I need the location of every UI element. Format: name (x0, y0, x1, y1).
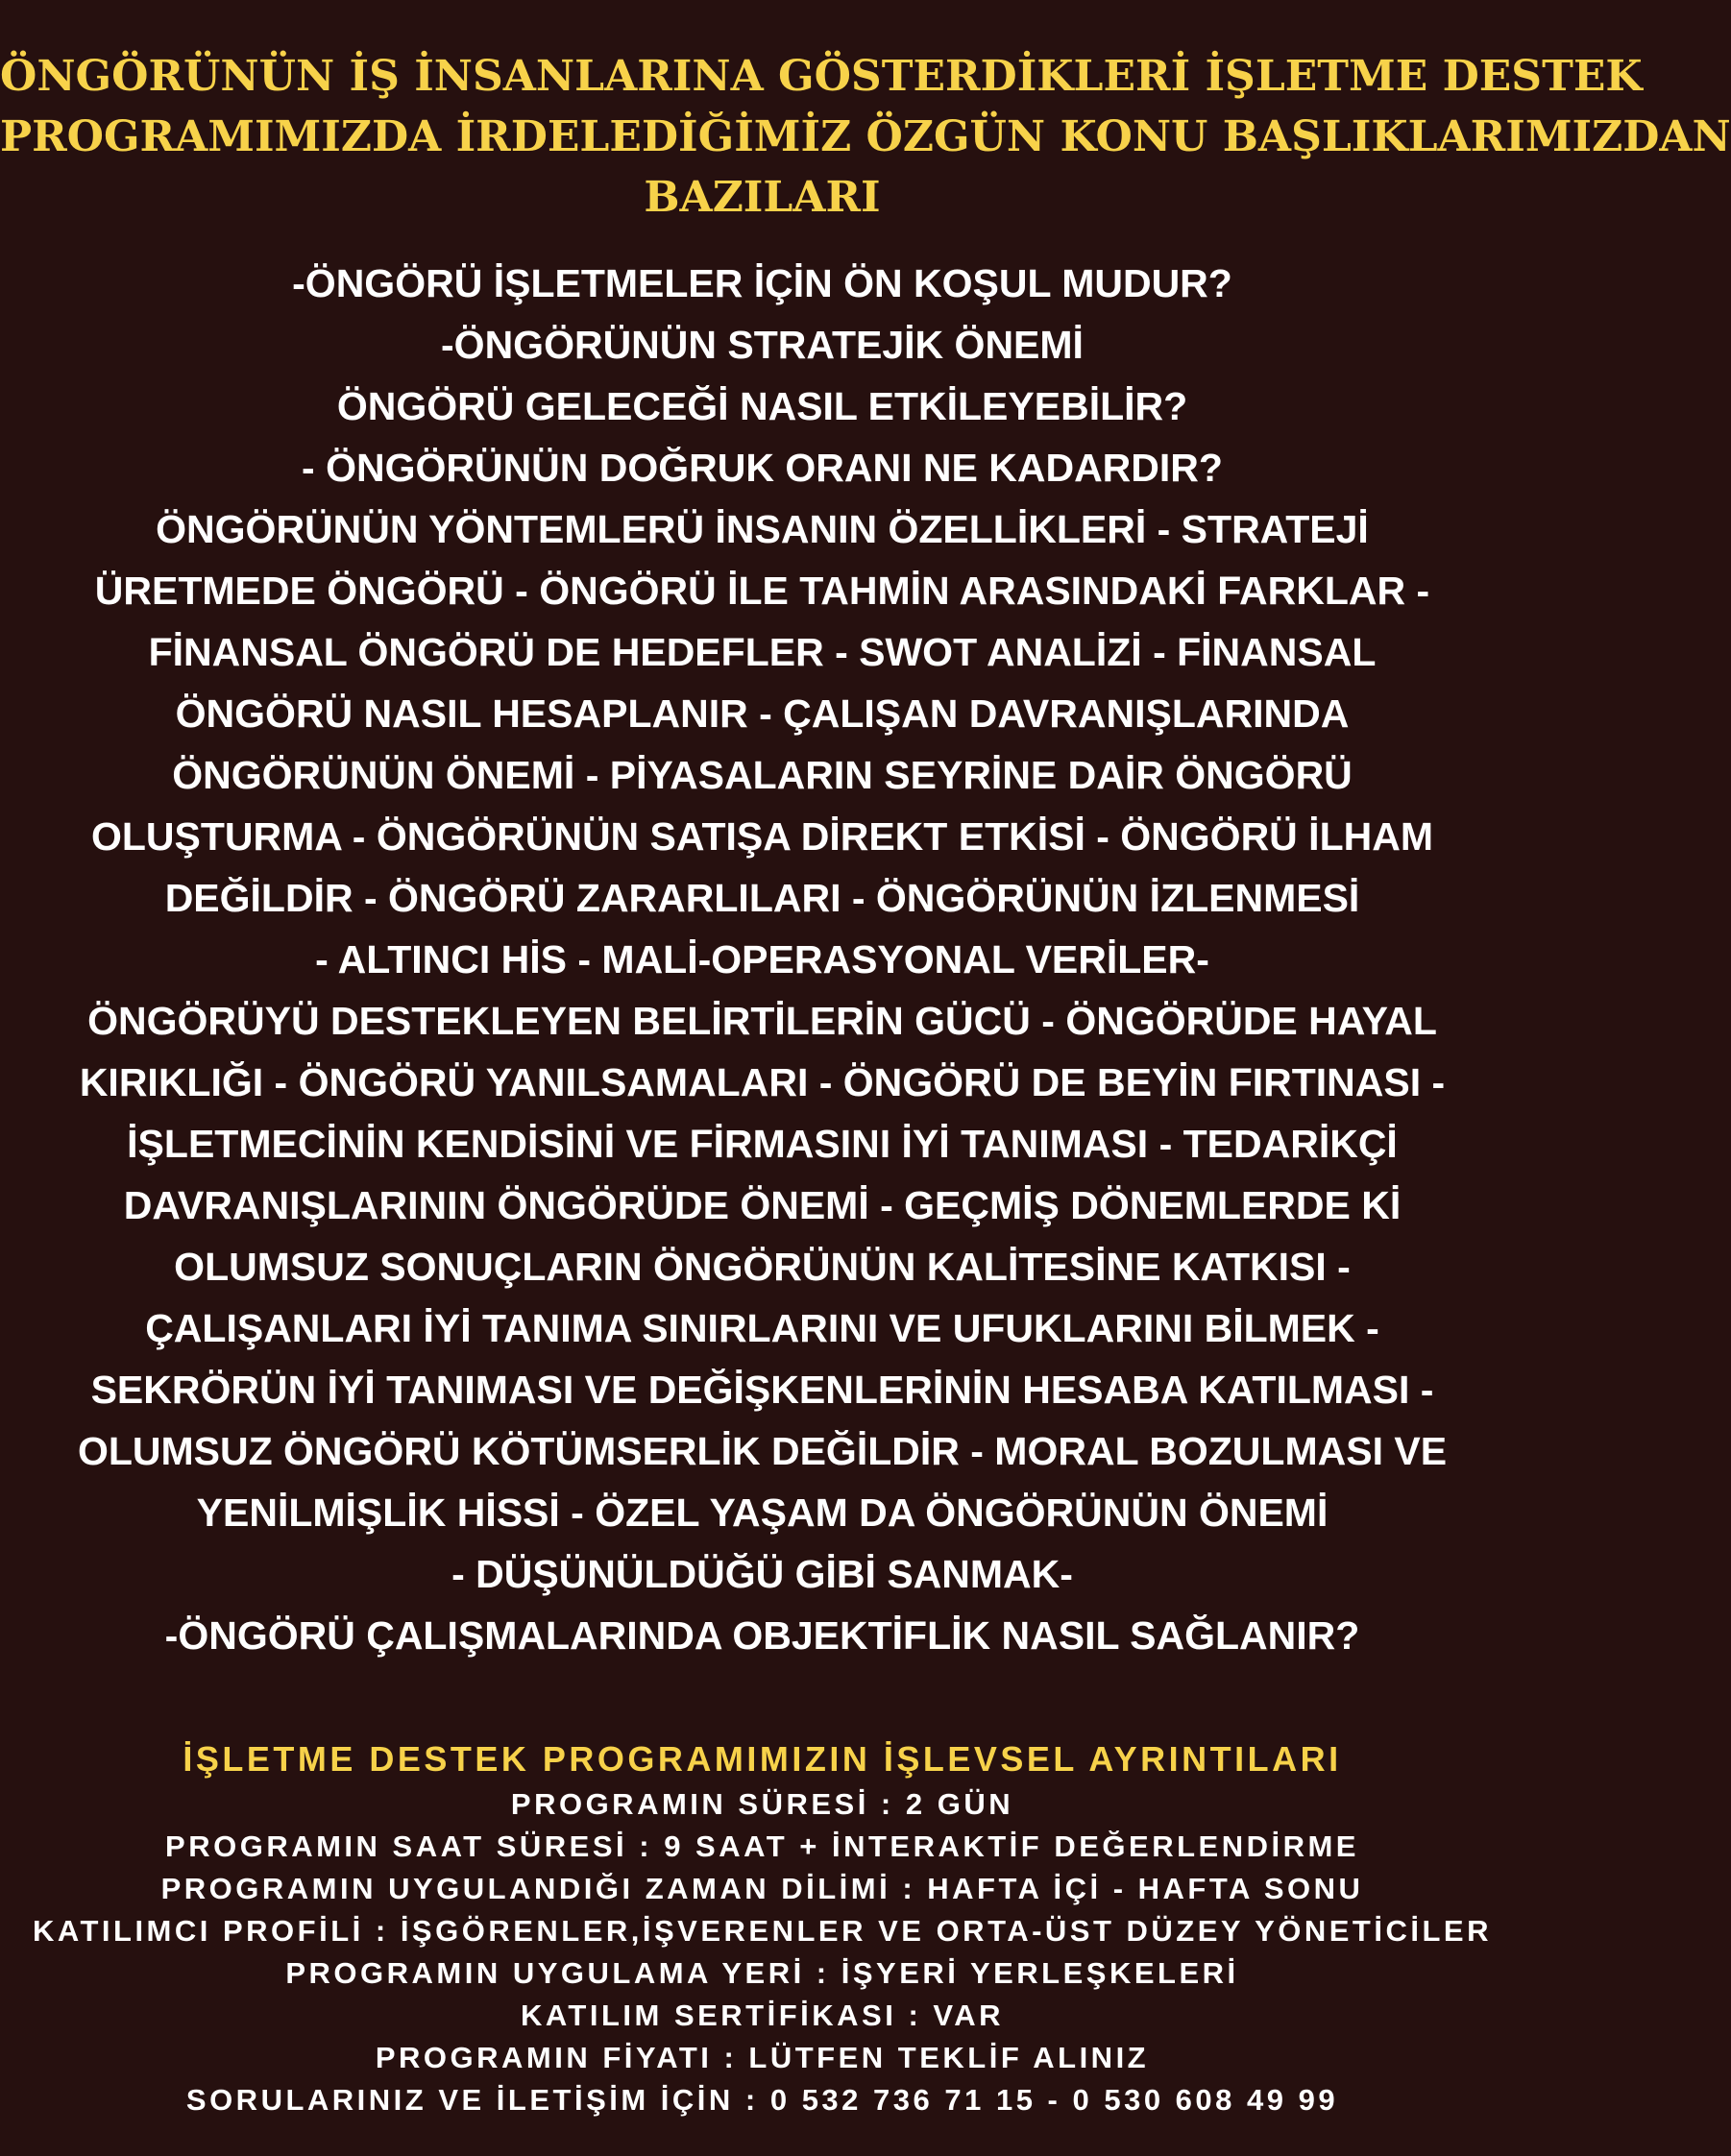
topic-line: -ÖNGÖRÜ ÇALIŞMALARINDA OBJEKTİFLİK NASIL SAĞLANIR? (164, 1613, 1360, 1658)
topic-line: ÖNGÖRÜYÜ DESTEKLEYEN BELİRTİLERİN GÜCÜ - ÖNGÖRÜDE HAYAL (87, 999, 1437, 1043)
topic-line: DEĞİLDİR - ÖNGÖRÜ ZARARLILARI - ÖNGÖRÜNÜN İZLENMESİ (164, 876, 1360, 920)
detail-location: PROGRAMIN UYGULAMA YERİ : İŞYERİ YERLEŞKELERİ (285, 1956, 1239, 1990)
detail-price: PROGRAMIN FİYATI : LÜTFEN TEKLİF ALINIZ (375, 2041, 1150, 2074)
topic-line: - ÖNGÖRÜNÜN DOĞRUK ORANI NE KADARDIR? (302, 446, 1223, 490)
topic-line: YENİLMİŞLİK HİSSİ - ÖZEL YAŞAM DA ÖNGÖRÜNÜN ÖNEMİ (196, 1490, 1329, 1535)
title-line: PROGRAMIMIZDA İRDELEDİĞİMİZ ÖZGÜN KONU BAŞLIKLARIMIZDAN (0, 112, 1731, 161)
topic-line: OLUŞTURMA - ÖNGÖRÜNÜN SATIŞA DİREKT ETKİSİ - ÖNGÖRÜ İLHAM (91, 814, 1433, 859)
detail-certificate: KATILIM SERTİFİKASI : VAR (520, 1999, 1005, 2032)
topic-line: ÖNGÖRÜ GELECEĞİ NASIL ETKİLEYEBİLİR? (336, 384, 1188, 428)
topic-line: -ÖNGÖRÜ İŞLETMELER İÇİN ÖN KOŞUL MUDUR? (292, 261, 1232, 305)
topic-line: -ÖNGÖRÜNÜN STRATEJİK ÖNEMİ (441, 323, 1084, 367)
details-heading: İŞLETME DESTEK PROGRAMIMIZIN İŞLEVSEL AYRINTILARI (183, 1739, 1342, 1779)
detail-participants: KATILIMCI PROFİLİ : İŞGÖRENLER,İŞVERENLER VE ORTA-ÜST DÜZEY YÖNETİCİLER (32, 1914, 1492, 1948)
topic-line: ÜRETMEDE ÖNGÖRÜ - ÖNGÖRÜ İLE TAHMİN ARASINDAKİ FARKLAR - (94, 569, 1430, 613)
title-line: BAZILARI (644, 173, 881, 222)
topic-line: ÖNGÖRÜNÜN YÖNTEMLERÜ İNSANIN ÖZELLİKLERİ - STRATEJİ (156, 507, 1369, 551)
topic-line: OLUMSUZ ÖNGÖRÜ KÖTÜMSERLİK DEĞİLDİR - MORAL BOZULMASI VE (77, 1429, 1448, 1473)
detail-contact: SORULARINIZ VE İLETİŞİM İÇİN : 0 532 736 71 15 - 0 530 608 49 99 (185, 2083, 1339, 2117)
title-line: ÖNGÖRÜNÜN İŞ İNSANLARINA GÖSTERDİKLERİ İŞLETME DESTEK (0, 52, 1643, 101)
topic-line: ÖNGÖRÜ NASIL HESAPLANIR - ÇALIŞAN DAVRANIŞLARINDA (175, 691, 1350, 736)
topic-line: KIRIKLIĞI - ÖNGÖRÜ YANILSAMALARI - ÖNGÖRÜ DE BEYİN FIRTINASI - (79, 1060, 1446, 1104)
topic-line: İŞLETMECİNİN KENDİSİNİ VE FİRMASINI İYİ TANIMASI - TEDARİKÇİ (127, 1122, 1398, 1166)
program-details (0, 1783, 1524, 2121)
topic-line: SEKRÖRÜN İYİ TANIMASI VE DEĞİŞKENLERİNİN HESABA KATILMASI - (90, 1368, 1434, 1412)
topic-line: - DÜŞÜNÜLDÜĞÜ GİBİ SANMAK- (451, 1552, 1073, 1596)
detail-schedule: PROGRAMIN UYGULANDIĞI ZAMAN DİLİMİ : HAFTA İÇİ - HAFTA SONU (160, 1872, 1364, 1905)
topic-line: DAVRANIŞLARININ ÖNGÖRÜDE ÖNEMİ - GEÇMİŞ DÖNEMLERDE Kİ (123, 1183, 1402, 1227)
topic-line: - ALTINCI HİS - MALİ-OPERASYONAL VERİLER- (315, 937, 1209, 981)
detail-hours: PROGRAMIN SAAT SÜRESİ : 9 SAAT + İNTERAKTİF DEĞERLENDİRME (165, 1829, 1359, 1863)
topic-list (0, 253, 1524, 1666)
topic-line: OLUMSUZ SONUÇLARIN ÖNGÖRÜNÜN KALİTESİNE KATKISI - (174, 1245, 1351, 1289)
flyer-title (0, 46, 1731, 228)
topic-line: ÖNGÖRÜNÜN ÖNEMİ - PİYASALARIN SEYRİNE DAİR ÖNGÖRÜ (172, 753, 1353, 797)
detail-duration: PROGRAMIN SÜRESİ : 2 GÜN (510, 1787, 1014, 1821)
topic-line: ÇALIŞANLARI İYİ TANIMA SINIRLARINI VE UFUKLARINI BİLMEK - (145, 1306, 1379, 1350)
topic-line: FİNANSAL ÖNGÖRÜ DE HEDEFLER - SWOT ANALİZİ - FİNANSAL (148, 630, 1377, 674)
